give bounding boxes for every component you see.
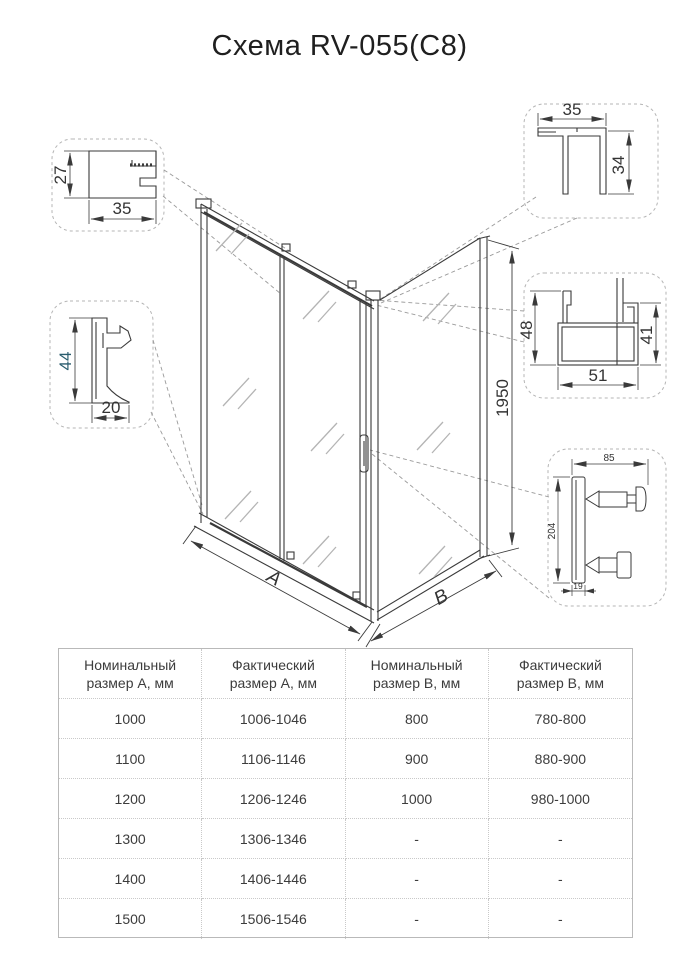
dim-handle-depth: 19 — [573, 581, 583, 591]
table-cell: - — [489, 859, 632, 899]
size-table — [58, 648, 633, 938]
table-cell: - — [346, 859, 489, 899]
table-header: Номинальный размер A, мм — [59, 649, 202, 699]
table-cell: - — [489, 819, 632, 859]
table-cell: 1200 — [59, 779, 202, 819]
table-cell: 1206-1246 — [202, 779, 345, 819]
dim-top-rail-width: 35 — [112, 199, 132, 218]
detail-c-dims — [538, 113, 634, 194]
detail-a-dims — [64, 151, 156, 224]
table-cell: - — [346, 899, 489, 939]
table-cell: - — [346, 819, 489, 859]
leader-lines — [151, 170, 577, 598]
dim-handle-width: 85 — [603, 453, 615, 464]
dim-top-corner-height: 34 — [609, 155, 628, 175]
dim-side-width-label: B — [430, 585, 452, 610]
table-cell: 1000 — [59, 699, 202, 739]
dim-wall-profile-height: 44 — [56, 351, 75, 371]
table-cell: 980-1000 — [489, 779, 632, 819]
detail-top-corner-profile — [538, 128, 606, 194]
detail-bottom-rail-profile — [558, 278, 638, 365]
table-cell: 880-900 — [489, 739, 632, 779]
table-cell: 1006-1046 — [202, 699, 345, 739]
table-cell: 900 — [346, 739, 489, 779]
page-title: Схема RV-055(C8) — [211, 30, 468, 62]
table-cell: 1406-1446 — [202, 859, 345, 899]
glass-marks — [216, 223, 456, 577]
table-cell: 1106-1146 — [202, 739, 345, 779]
detail-wall-profile — [92, 318, 131, 403]
dim-top-rail-height: 27 — [51, 165, 70, 185]
dim-front-width-label: A — [263, 566, 285, 591]
dim-bottom-rail-width: 51 — [588, 366, 608, 385]
table-header: Номинальный размер B, мм — [346, 649, 489, 699]
table-cell: 1306-1346 — [202, 819, 345, 859]
detail-handle — [572, 477, 646, 583]
table-cell: 1100 — [59, 739, 202, 779]
detail-callout-borders — [50, 104, 666, 606]
dim-top-corner-width: 35 — [562, 100, 582, 119]
table-header: Фактический размер A, мм — [202, 649, 345, 699]
dim-handle-height: 204 — [547, 522, 558, 540]
table-cell: 800 — [346, 699, 489, 739]
dim-bottom-rail-right-height: 41 — [637, 325, 656, 345]
main-drawing — [194, 199, 490, 623]
table-cell: 780-800 — [489, 699, 632, 739]
table-cell: 1400 — [59, 859, 202, 899]
table-cell: 1500 — [59, 899, 202, 939]
dim-bottom-rail-left-height: 48 — [517, 320, 536, 340]
table-cell: - — [558, 911, 563, 927]
table-cell: 1000 — [346, 779, 489, 819]
detail-e-dims — [553, 459, 648, 596]
dim-frame-height: 1950 — [493, 379, 512, 417]
detail-top-rail-profile — [89, 151, 156, 198]
dim-wall-profile-width: 20 — [101, 398, 121, 417]
main-dims — [183, 240, 519, 647]
table-cell: 1300 — [59, 819, 202, 859]
table-cell: 1506-1546 — [202, 899, 345, 939]
table-header: Фактический размер B, мм — [489, 649, 632, 699]
